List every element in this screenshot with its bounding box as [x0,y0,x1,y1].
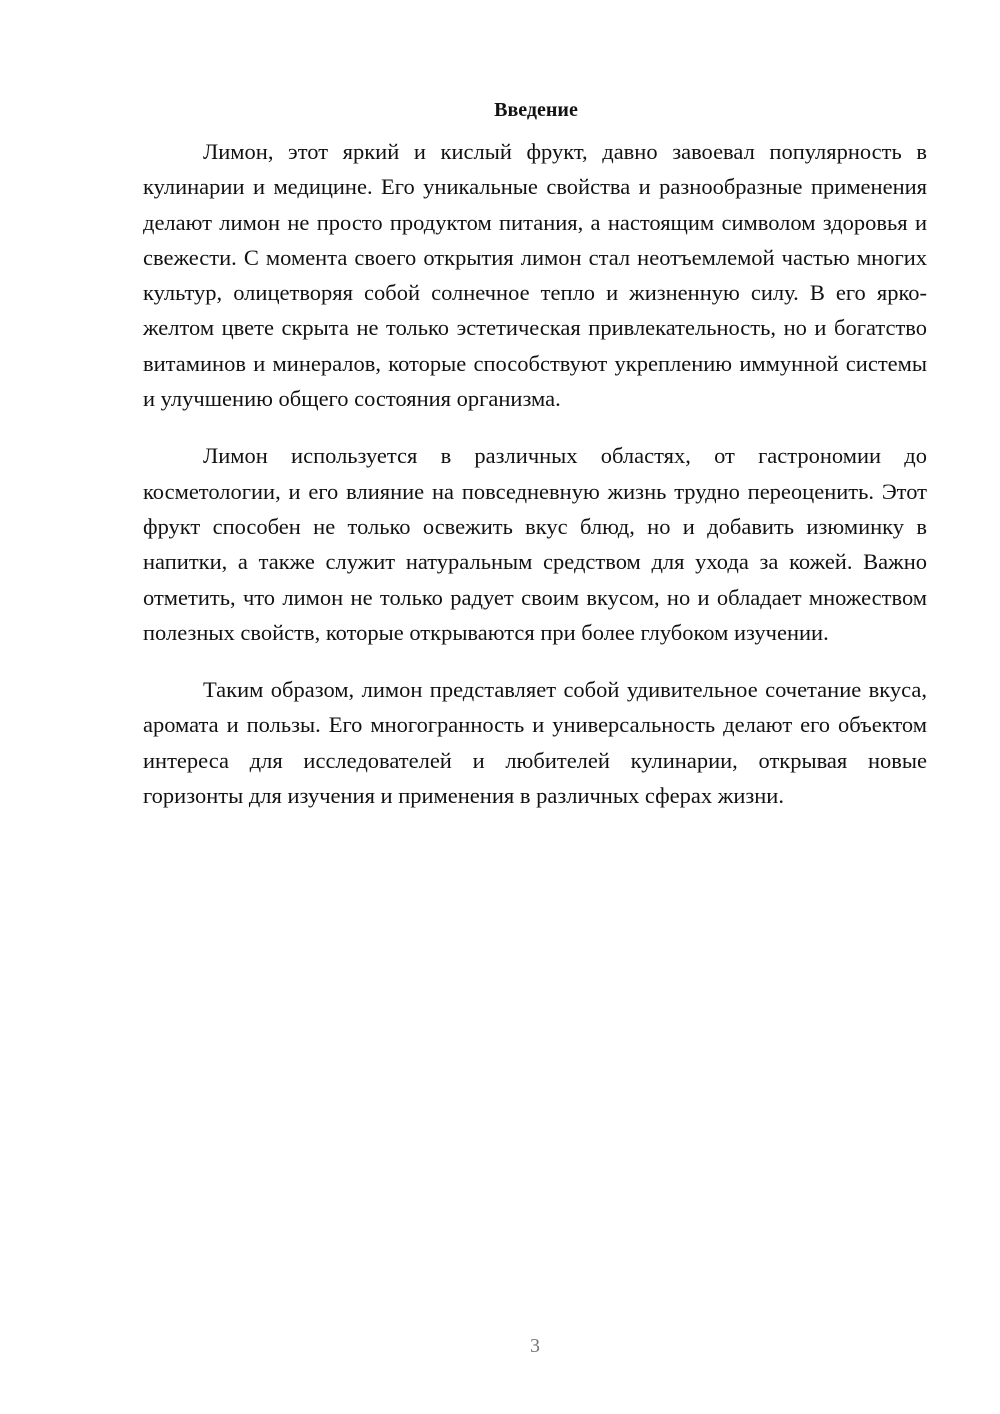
paragraph-3: Таким образом, лимон представляет собой удивительное сочетание вкуса, аромата и пользы. Его многогранность и универсальность делают его объектом интереса для исследователей и любителей кулинарии, открывая новые горизонты для изучения и применения в различных сферах жизни. [143,677,927,809]
paragraph-1: Лимон, этот яркий и кислый фрукт, давно завоевал популярность в кулинарии и медицине. Его уникальные свойства и разнообразные применения делают лимон не просто продуктом питания, а настоящим символом здоровья и свежести. С момента своего открытия лимон стал неотъемлемой частью многих культур, олицетворяя собой солнечное тепло и жизненную силу. В его ярко-желтом цвете скрыта не только эстетическая привлекательность, но и богатство витаминов и минералов, которые способствуют укреплению иммунной системы и улучшению общего состояния организма. [143,139,927,412]
page-content [143,96,927,835]
page-number: 3 [530,1335,540,1357]
section-title: Введение [494,99,578,121]
paragraph-2: Лимон используется в различных областях, от гастрономии до косметологии, и его влияние на повседневную жизнь трудно переоценить. Этот фрукт способен не только освежить вкус блюд, но и добавить изюминку в напитки, а также служит натуральным средством для ухода за кожей. Важно отметить, что лимон не только радует своим вкусом, но и обладает множеством полезных свойств, которые открываются при более глубоком изучении. [143,443,927,645]
